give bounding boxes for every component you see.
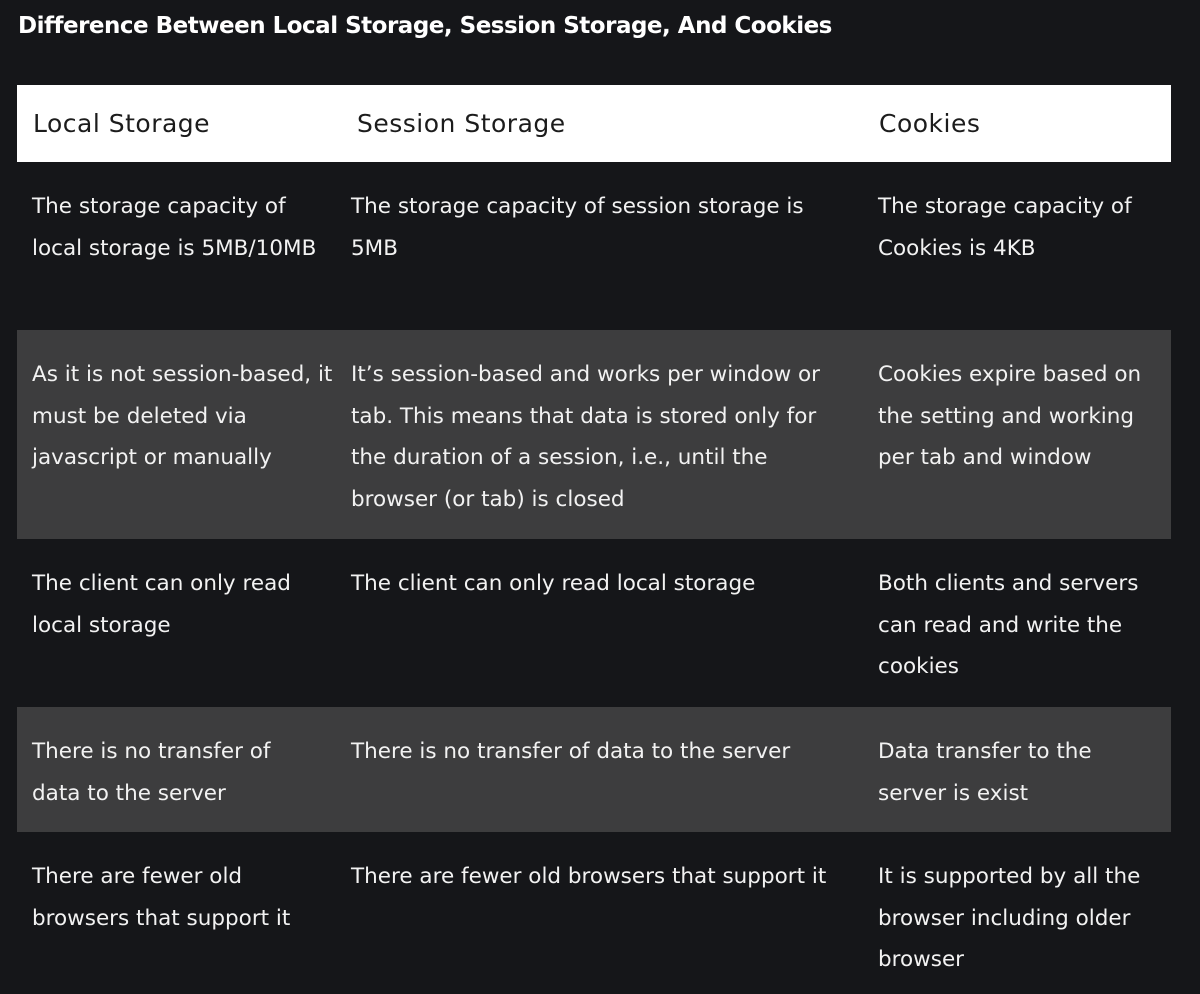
table-cell: The client can only read local storage [351, 571, 756, 596]
table-row [17, 832, 1171, 994]
table-cell: Cookies expire based on the setting and working per tab and window [878, 362, 1142, 471]
table-cell: The client can only read local storage [32, 571, 291, 638]
table-row [17, 162, 1171, 330]
comparison-table [17, 85, 1171, 994]
table-cell: Data transfer to the server is exist [878, 739, 1092, 806]
table-cell: As it is not session-based, it must be deleted via javascript or manually [32, 362, 333, 471]
table-row [17, 330, 1171, 539]
header-local-storage: Local Storage [33, 109, 211, 138]
table-cell: The storage capacity of Cookies is 4KB [878, 194, 1132, 261]
table-cell: There are fewer old browsers that support it [351, 864, 827, 889]
table-cell: The storage capacity of session storage is 5MB [351, 194, 804, 261]
table-row [17, 707, 1171, 832]
table-cell: The storage capacity of local storage is 5MB/10MB [32, 194, 317, 261]
table-cell: It’s session-based and works per window or tab. This means that data is stored only for the duration of a session, i.e., until the browser (or tab) is closed [351, 362, 821, 513]
table-cell: There are fewer old browsers that support it [32, 864, 291, 931]
table-cell: Both clients and servers can read and write the cookies [878, 571, 1139, 680]
header-session-storage: Session Storage [357, 109, 566, 138]
header-cookies: Cookies [879, 109, 981, 138]
table-cell: It is supported by all the browser including older browser [878, 864, 1141, 973]
table-header-row [17, 85, 1171, 162]
table-cell: There is no transfer of data to the server [32, 739, 271, 806]
table-row [17, 539, 1171, 707]
table-cell: There is no transfer of data to the server [351, 739, 791, 764]
page-title: Difference Between Local Storage, Session Storage, And Cookies [18, 13, 832, 39]
